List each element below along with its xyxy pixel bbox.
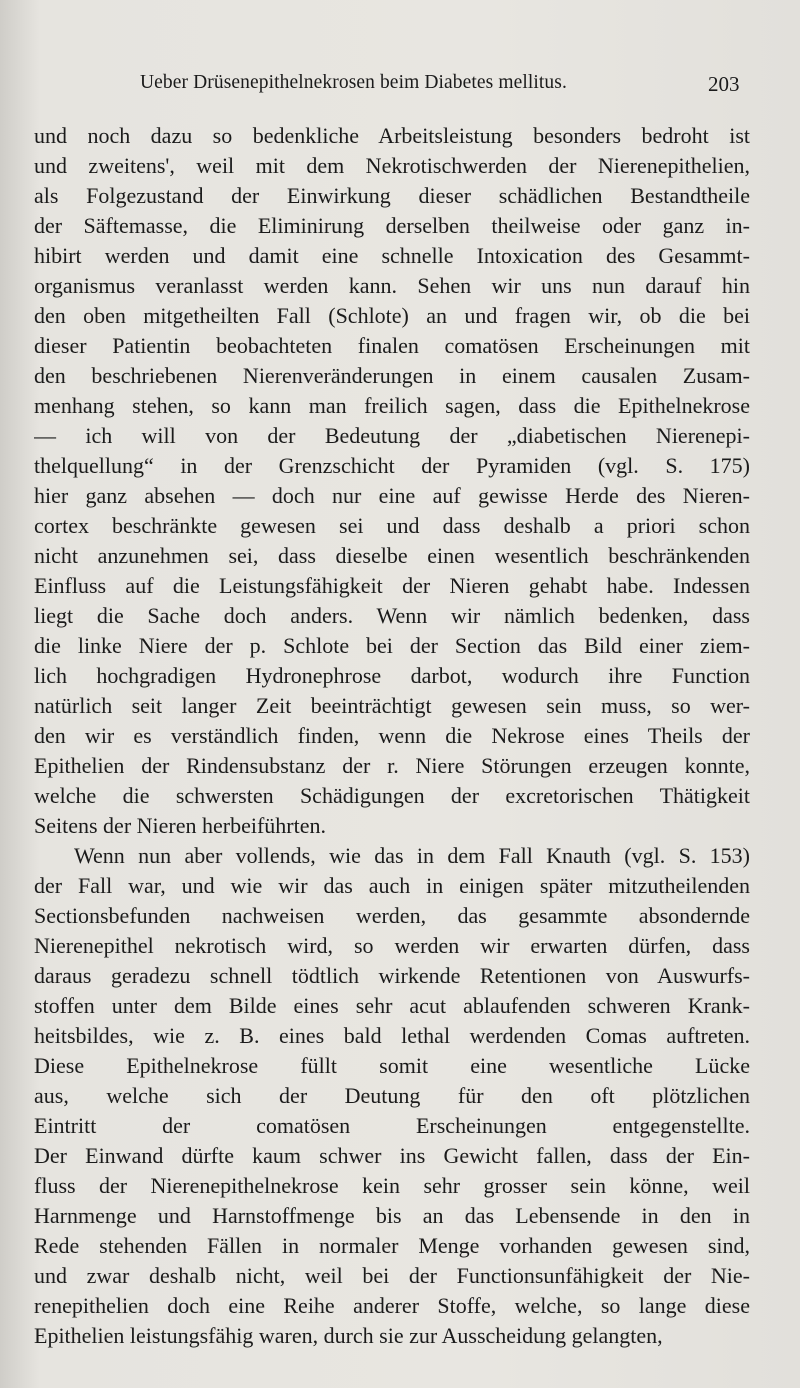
text-line: den oben mitgetheilten Fall (Schlote) an und fragen wir, ob die bei: [34, 303, 750, 328]
text-line: daraus geradezu schnell tödtlich wirkende Retentionen von Auswurfs-: [34, 963, 750, 988]
text-line: und zweitens', weil mit dem Nekrotischwerden der Nierenepithelien,: [34, 153, 750, 178]
text-line: menhang stehen, so kann man freilich sagen, dass die Epithelnekrose: [34, 393, 750, 418]
text-line: Diese Epithelnekrose füllt somit eine wesentliche Lücke: [34, 1053, 750, 1078]
paragraph: [34, 841, 750, 1351]
text-line: Einfluss auf die Leistungsfähigkeit der Nieren gehabt habe. Indessen: [34, 573, 750, 598]
text-line: renepithelien doch eine Reihe anderer Stoffe, welche, so lange diese: [34, 1293, 750, 1318]
paragraph: [34, 121, 750, 841]
text-line: der Fall war, und wie wir das auch in einigen später mitzutheilenden: [34, 873, 750, 898]
text-line: Seitens der Nieren herbeiführten.: [34, 813, 326, 838]
page-header: [0, 72, 800, 102]
text-line: fluss der Nierenepithelnekrose kein sehr grosser sein könne, weil: [34, 1173, 750, 1198]
text-line: Sectionsbefunden nachweisen werden, das gesammte absondernde: [34, 903, 750, 928]
text-line: Rede stehenden Fällen in normaler Menge vorhanden gewesen sind,: [34, 1233, 750, 1258]
text-line: natürlich seit langer Zeit beeinträchtigt gewesen sein muss, so wer-: [34, 693, 750, 718]
text-line: Wenn nun aber vollends, wie das in dem Fall Knauth (vgl. S. 153): [74, 843, 750, 868]
page-number: 203: [708, 72, 740, 96]
running-title: Ueber Drüsenepithelnekrosen beim Diabetes mellitus.: [140, 72, 567, 93]
text-line: Harnmenge und Harnstoffmenge bis an das Lebensende in den in: [34, 1203, 750, 1228]
text-line: Eintritt der comatösen Erscheinungen entgegenstellte.: [34, 1113, 750, 1138]
text-line: den wir es verständlich finden, wenn die Nekrose eines Theils der: [34, 723, 750, 748]
text-line: und noch dazu so bedenkliche Arbeitsleistung besonders bedroht ist: [34, 123, 750, 148]
text-line: der Säftemasse, die Eliminirung derselben theilweise oder ganz in-: [34, 213, 750, 238]
text-line: Epithelien leistungsfähig waren, durch sie zur Ausscheidung gelangten,: [34, 1323, 663, 1348]
text-line: und zwar deshalb nicht, weil bei der Functionsunfähigkeit der Nie-: [34, 1263, 750, 1288]
text-line: liegt die Sache doch anders. Wenn wir nämlich bedenken, dass: [34, 603, 750, 628]
text-line: heitsbildes, wie z. B. eines bald lethal werdenden Comas auftreten.: [34, 1023, 750, 1048]
text-line: stoffen unter dem Bilde eines sehr acut ablaufenden schweren Krank-: [34, 993, 750, 1018]
text-line: organismus veranlasst werden kann. Sehen wir uns nun darauf hin: [34, 273, 750, 298]
text-line: hibirt werden und damit eine schnelle Intoxication des Gesammt-: [34, 243, 750, 268]
text-line: Epithelien der Rindensubstanz der r. Niere Störungen erzeugen konnte,: [34, 753, 750, 778]
text-line: nicht anzunehmen sei, dass dieselbe einen wesentlich beschränkenden: [34, 543, 750, 568]
text-line: welche die schwersten Schädigungen der excretorischen Thätigkeit: [34, 783, 750, 808]
text-line: — ich will von der Bedeutung der „diabetischen Nierenepi-: [34, 423, 750, 448]
body-text: [34, 121, 750, 1351]
text-line: hier ganz absehen — doch nur eine auf gewisse Herde des Nieren-: [34, 483, 750, 508]
text-line: die linke Niere der p. Schlote bei der Section das Bild einer ziem-: [34, 633, 750, 658]
text-line: thelquellung“ in der Grenzschicht der Pyramiden (vgl. S. 175): [34, 453, 750, 478]
text-line: den beschriebenen Nierenveränderungen in einem causalen Zusam-: [34, 363, 750, 388]
text-line: cortex beschränkte gewesen sei und dass deshalb a priori schon: [34, 513, 750, 538]
text-line: Der Einwand dürfte kaum schwer ins Gewicht fallen, dass der Ein-: [34, 1143, 750, 1168]
text-line: dieser Patientin beobachteten finalen comatösen Erscheinungen mit: [34, 333, 750, 358]
text-line: als Folgezustand der Einwirkung dieser schädlichen Bestandtheile: [34, 183, 750, 208]
text-line: lich hochgradigen Hydronephrose darbot, wodurch ihre Function: [34, 663, 750, 688]
text-line: Nierenepithel nekrotisch wird, so werden wir erwarten dürfen, dass: [34, 933, 750, 958]
text-line: aus, welche sich der Deutung für den oft plötzlichen: [34, 1083, 750, 1108]
